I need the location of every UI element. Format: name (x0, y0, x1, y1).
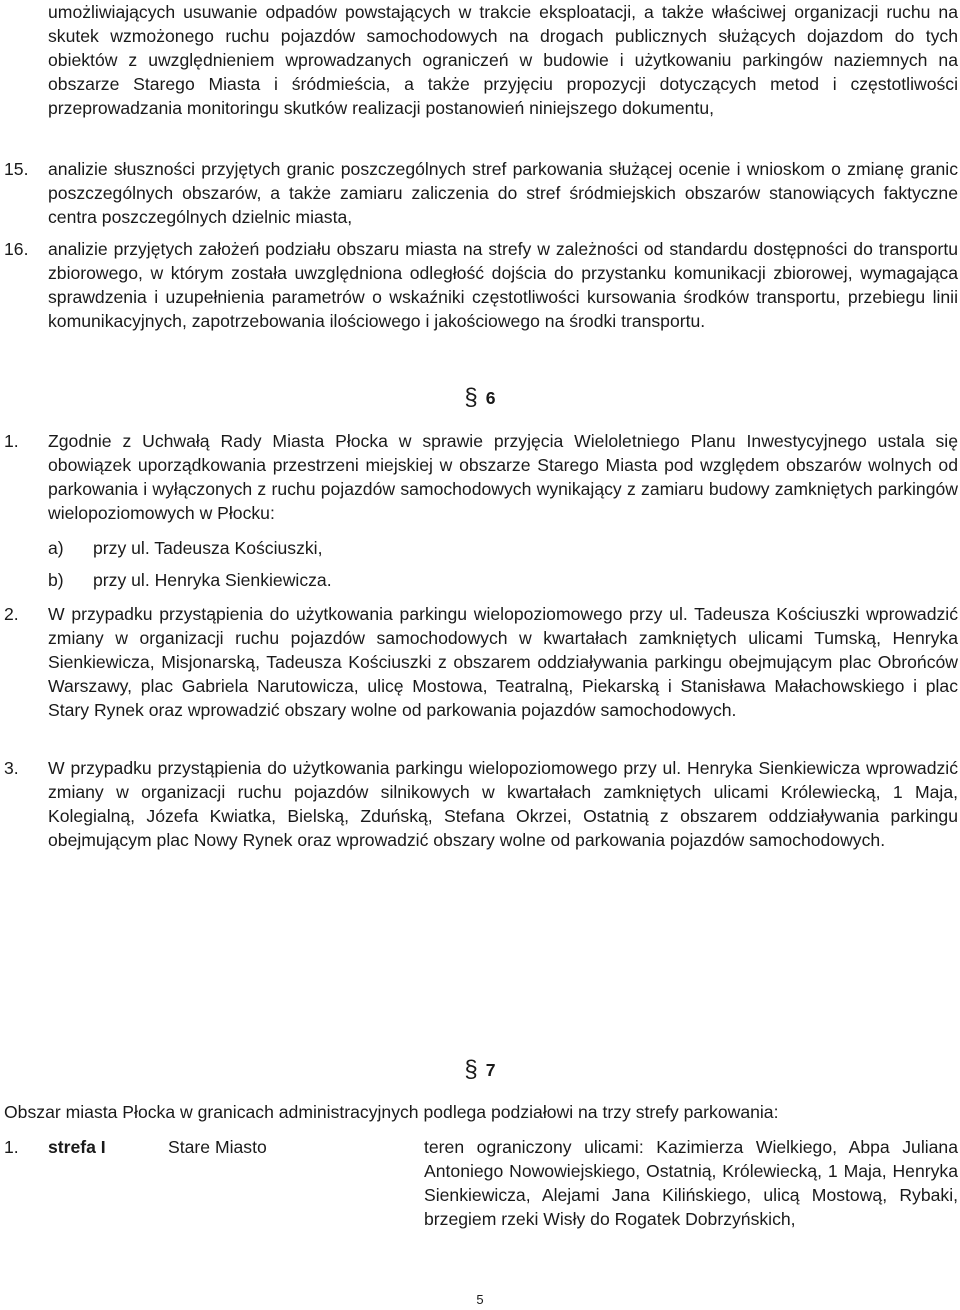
zone-description: teren ograniczony ulicami: Kazimierza Wielkiego, Abpa Juliana Antoniego Nowowiejskiego, Ostatnią, Królewiecką, 1 Maja, Henryka Sienkiewicza, Alejami Jana Kilińskiego, ulicą Mostową, Rybaki, brzegiem rzeki Wisły do Rogatek Dobrzyńskich, (424, 1137, 958, 1229)
paragraph-continuation: umożliwiających usuwanie odpadów powstających w trakcie eksploatacji, a także właściwej organizacji ruchu na skutek wzmożonego ruchu pojazdów samochodowych na drogach publicznych służących dojazdom do tych obiektów z uwzględnieniem wprowadzanych ograniczeń w budowie i użytkowaniu parkingów naziemnych na obszarze Starego Miasta i śródmieścia, a także przyjęciu propozycji dotyczących metod i częstotliwości przeprowadzania monitoringu skutków realizacji postanowień niniejszego dokumentu, (48, 2, 958, 118)
paragraph-16: analizie przyjętych założeń podziału obszaru miasta na strefy w zależności od standardu dostępności do transportu zbiorowego, w którym została uwzględniona odległość dojścia do przystanku komunikacji zbiorowej, wymagająca sprawdzenia i uzupełnienia parametrów o wskaźniki częstotliwości kursowania środków transportu, przebiegu linii komunikacyjnych, zapotrzebowania ilościowego i jakościowego na środki transportu. (48, 239, 958, 331)
section-symbol: § (464, 384, 478, 411)
s6-paragraph-3: W przypadku przystąpienia do użytkowania parkingu wielopoziomowego przy ul. Henryka Sienkiewicza wprowadzić zmiany w organizacji ruchu pojazdów silnikowych w kwartałach zamkniętych ulicami Królewiecką, 1 Maja, Kolegialną, Józefa Kwiatka, Bielską, Zduńską, Stefana Okrzei, Ostatnią z obszarem oddziaływania parkingu obejmującym plac Nowy Rynek oraz wprowadzić obszary wolne od parkowania pojazdów samochodowych. (48, 758, 958, 850)
item-number-15: 15. (4, 159, 29, 179)
section-symbol: § (464, 1056, 478, 1083)
subitem-letter-a: a) (48, 538, 64, 558)
section-7-heading (0, 1058, 960, 1082)
s6-paragraph-1: Zgodnie z Uchwałą Rady Miasta Płocka w sprawie przyjęcia Wieloletniego Planu Inwestycyjnego ustala się obowiązek uporządkowania przestrzeni miejskiej w obszarze Starego Miasta pod względem obszarów wolnych od parkowania i wyłączonych z ruchu pojazdów samochodowych wynikający z zamiaru budowy zamkniętych parkingów wielopoziomowych w Płocku: (48, 431, 958, 523)
s6-paragraph-2: W przypadku przystąpienia do użytkowania parkingu wielopoziomowego przy ul. Tadeusza Kościuszki wprowadzić zmiany w organizacji ruchu pojazdów samochodowych w kwartałach zamkniętych ulicami Tumską, Henryka Sienkiewicza, Misjonarską, Tadeusza Kościuszki z obszarem oddziaływania parkingu obejmującym plac Obrońców Warszawy, plac Gabriela Narutowicza, ulicę Mostowa, Teatralną, Piekarską i Stanisława Małachowskiego i plac Stary Rynek oraz wprowadzić obszary wolne od parkowania pojazdów samochodowych. (48, 604, 958, 720)
section-number: 7 (485, 1060, 496, 1080)
s6-item-number-1: 1. (4, 431, 19, 451)
zone-number: 1. (4, 1137, 19, 1157)
zone-label: strefa I (48, 1137, 106, 1157)
subitem-text-b: przy ul. Henryka Sienkiewicza. (93, 570, 332, 590)
item-number-16: 16. (4, 239, 29, 259)
subitem-text-a: przy ul. Tadeusza Kościuszki, (93, 538, 323, 558)
page-number: 5 (476, 1292, 484, 1307)
s6-item-number-3: 3. (4, 758, 19, 778)
section-number: 6 (485, 388, 496, 408)
subitem-letter-b: b) (48, 570, 64, 590)
s6-item-number-2: 2. (4, 604, 19, 624)
paragraph-15: analizie słuszności przyjętych granic poszczególnych stref parkowania służącej ocenie i wnioskom o zmianę granic poszczególnych obszarów, a także zamiaru zaliczenia do stref śródmiejskich obszarów stanowiących faktyczne centra poszczególnych dzielnic miasta, (48, 159, 958, 227)
zone-name: Stare Miasto (168, 1137, 267, 1157)
section-7-intro: Obszar miasta Płocka w granicach administracyjnych podlega podziałowi na trzy strefy parkowania: (4, 1102, 779, 1122)
section-6-heading (0, 386, 960, 410)
